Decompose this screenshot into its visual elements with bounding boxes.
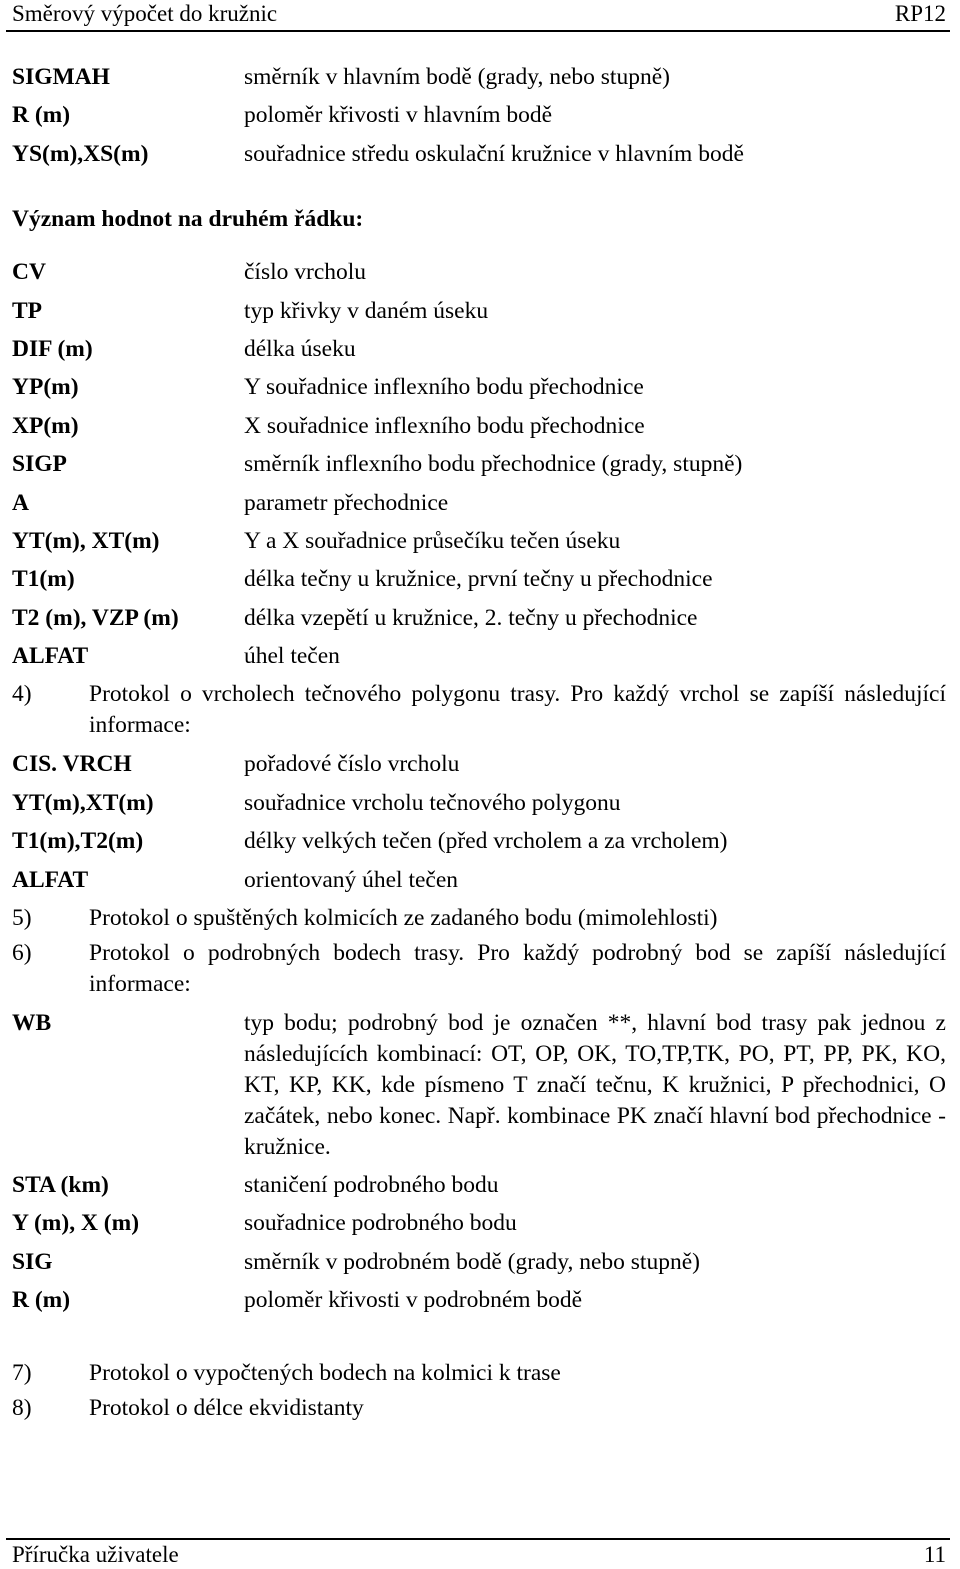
definition-row <box>12 861 946 899</box>
definition-row <box>12 599 946 637</box>
definition-row <box>12 368 946 406</box>
definition-term: R (m) <box>12 102 71 129</box>
item-text: Protokol o vrcholech tečnového polygonu trasy. Pro každý vrchol se zapíší následující informace: <box>89 681 946 739</box>
numbered-item-7 <box>12 1358 946 1389</box>
vertex-protocol-definitions <box>12 745 946 899</box>
definition-row <box>12 96 946 134</box>
page-header <box>6 0 950 30</box>
definition-term: YP(m) <box>12 374 79 401</box>
definition-term: CV <box>12 259 46 286</box>
header-title: Směrový výpočet do kružnic <box>12 1 278 26</box>
definition-row <box>12 135 946 173</box>
item-text: Protokol o spuštěných kolmicích ze zadaného bodu (mimolehlosti) <box>89 905 718 932</box>
definition-term: DIF (m) <box>12 335 93 362</box>
definition-text: poloměr křivosti v hlavním bodě <box>244 102 553 129</box>
definition-term: Y (m), X (m) <box>12 1210 140 1237</box>
second-line-definitions <box>12 253 946 675</box>
definition-text: souřadnice vrcholu tečnového polygonu <box>244 789 621 816</box>
item-text: Protokol o délce ekvidistanty <box>89 1394 364 1421</box>
definition-row <box>12 445 946 483</box>
definition-row <box>12 1166 946 1204</box>
definition-term: SIG <box>12 1248 53 1275</box>
item-number: 7) <box>12 1359 32 1386</box>
definition-text: délka vzepětí u kružnice, 2. tečny u přechodnice <box>244 604 698 631</box>
numbered-item-5 <box>12 903 946 934</box>
page-content <box>12 58 946 1428</box>
definition-text: Y souřadnice inflexního bodu přechodnice <box>244 374 644 401</box>
definition-row <box>12 1243 946 1281</box>
definition-row <box>12 253 946 291</box>
definition-row <box>12 522 946 560</box>
item-number: 8) <box>12 1394 32 1421</box>
definition-term: T2 (m), VZP (m) <box>12 604 179 631</box>
definition-text: X souřadnice inflexního bodu přechodnice <box>244 412 645 439</box>
top-definitions <box>12 58 946 173</box>
definition-term: SIGP <box>12 451 67 478</box>
numbered-item-6 <box>12 938 946 1000</box>
definition-row <box>12 1281 946 1319</box>
footer-divider <box>6 1538 950 1540</box>
definition-text: typ bodu; podrobný bod je označen **, hlavní bod trasy pak jednou z následujících kombinací: OT, OP, OK, TO,TP,TK, PO, PT, PP, PK, KO, KT, KP, KK, kde písmeno T značí tečnu, K kružnici, P přechodnici, O začátek, nebo konec. Např. kombinace PK značí hlavní bod přechodnice - kružnice. <box>244 1010 946 1161</box>
definition-row <box>12 1204 946 1242</box>
definition-term: YT(m),XT(m) <box>12 789 154 816</box>
header-code: RP12 <box>894 1 946 26</box>
section-heading: Význam hodnot na druhém řádku: <box>12 206 364 233</box>
definition-text: číslo vrcholu <box>244 259 367 286</box>
definition-text: směrník v podrobném bodě (grady, nebo stupně) <box>244 1248 700 1275</box>
footer-title: Příručka uživatele <box>12 1542 179 1567</box>
definition-row <box>12 407 946 445</box>
definition-text: úhel tečen <box>244 643 340 670</box>
definition-term: T1(m),T2(m) <box>12 828 144 855</box>
definition-term: SIGMAH <box>12 64 110 90</box>
definition-text: souřadnice podrobného bodu <box>244 1210 517 1237</box>
definition-row <box>12 784 946 822</box>
definition-term: YS(m),XS(m) <box>12 140 149 167</box>
numbered-item-8 <box>12 1393 946 1424</box>
definition-row <box>12 637 946 675</box>
definition-term: YT(m), XT(m) <box>12 527 160 554</box>
item-number: 6) <box>12 940 32 967</box>
definition-text: souřadnice středu oskulační kružnice v hlavním bodě <box>244 140 744 167</box>
definition-row <box>12 58 946 96</box>
definition-row <box>12 560 946 598</box>
definition-text: délky velkých tečen (před vrcholem a za vrcholem) <box>244 828 728 855</box>
definition-term: R (m) <box>12 1287 71 1314</box>
page-footer <box>6 1542 950 1568</box>
item-number: 5) <box>12 905 32 932</box>
item-text: Protokol o podrobných bodech trasy. Pro každý podrobný bod se zapíší následující informace: <box>89 940 946 998</box>
definition-term: ALFAT <box>12 866 89 893</box>
definition-text: poloměr křivosti v podrobném bodě <box>244 1287 583 1314</box>
definition-term: CIS. VRCH <box>12 751 132 778</box>
definition-term: STA (km) <box>12 1172 109 1199</box>
definition-row <box>12 822 946 860</box>
definition-term: TP <box>12 297 43 324</box>
definition-text: směrník inflexního bodu přechodnice (grady, stupně) <box>244 451 743 478</box>
definition-term: ALFAT <box>12 643 89 670</box>
item-number: 4) <box>12 681 32 708</box>
numbered-item-4 <box>12 679 946 741</box>
page-number: 11 <box>923 1542 946 1567</box>
definition-row <box>12 292 946 330</box>
header-divider <box>6 30 950 32</box>
definition-text: orientovaný úhel tečen <box>244 866 459 893</box>
definition-text: typ křivky v daném úseku <box>244 297 489 324</box>
definition-term: WB <box>12 1010 52 1037</box>
definition-text: směrník v hlavním bodě (grady, nebo stupně) <box>244 64 670 90</box>
definition-text: délka úseku <box>244 335 356 362</box>
definition-text: parametr přechodnice <box>244 489 449 516</box>
definition-text: délka tečny u kružnice, první tečny u přechodnice <box>244 566 713 593</box>
definition-text: staničení podrobného bodu <box>244 1172 499 1199</box>
detail-point-definitions <box>12 1004 946 1320</box>
definition-term: T1(m) <box>12 566 75 593</box>
definition-term: A <box>12 489 29 516</box>
definition-row <box>12 330 946 368</box>
definition-text: pořadové číslo vrcholu <box>244 751 460 778</box>
definition-term: XP(m) <box>12 412 79 439</box>
definition-row <box>12 484 946 522</box>
item-text: Protokol o vypočtených bodech na kolmici k trase <box>89 1359 561 1386</box>
definition-row <box>12 745 946 783</box>
definition-row <box>12 1004 946 1166</box>
definition-text: Y a X souřadnice průsečíku tečen úseku <box>244 527 621 554</box>
